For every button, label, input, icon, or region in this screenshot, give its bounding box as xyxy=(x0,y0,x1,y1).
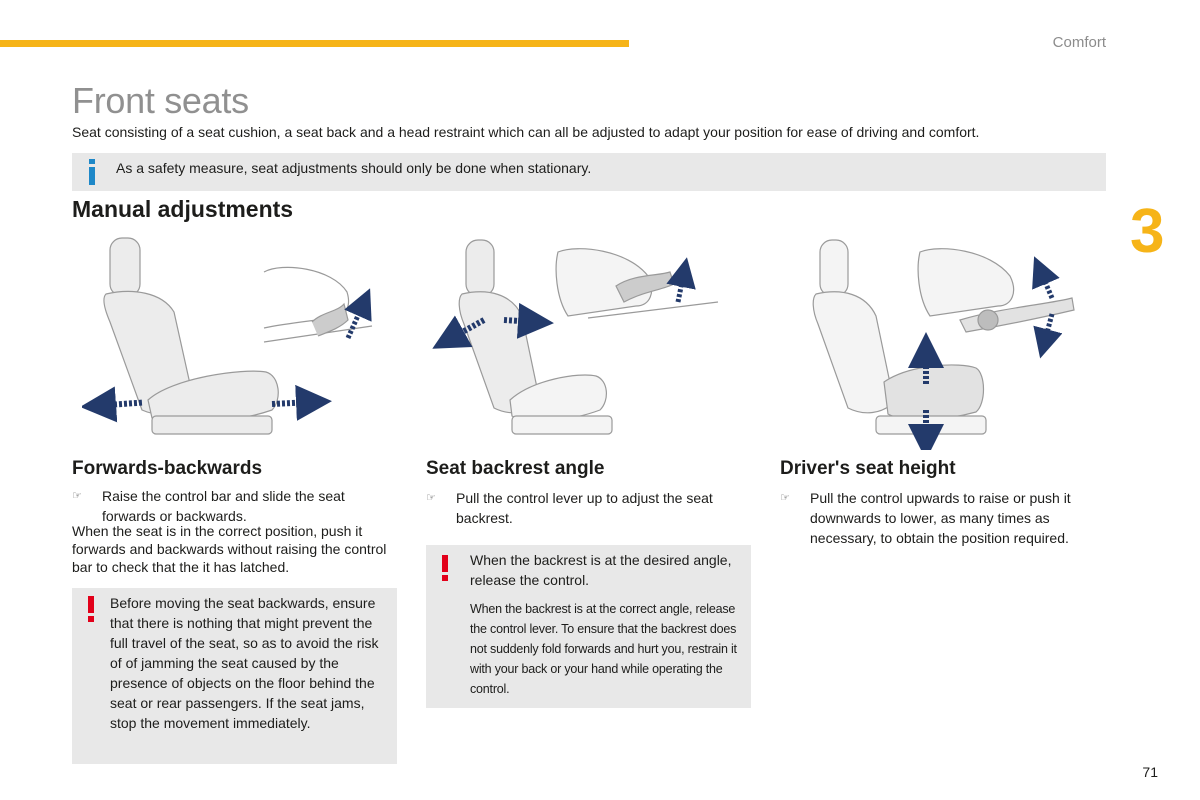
section-label: Comfort xyxy=(1052,34,1106,51)
intro-text: Seat consisting of a seat cushion, a seat back and a head restraint which can all be adjusted to adapt your position for ease of driving and comfort. xyxy=(72,124,980,140)
seat-height-heading: Driver's seat height xyxy=(780,458,956,479)
info-text: As a safety measure, seat adjustments should only be done when stationary. xyxy=(116,160,592,176)
backrest-angle-warning: When the backrest is at the desired angle, release the control. When the backrest is at the correct angle, release the control lever. To ensure that the backrest does not suddenly fold forwards and hurt you, restrain it with your back or your hand while operating the control. xyxy=(426,545,751,708)
move-backwards-arrow xyxy=(98,403,142,406)
chapter-number: 3 xyxy=(1130,197,1165,266)
page-number: 71 xyxy=(1142,764,1158,780)
control-down-arrow xyxy=(1044,314,1052,344)
header-accent-bar xyxy=(0,40,629,47)
seat-backrest-angle-illustration xyxy=(428,232,728,450)
info-notice xyxy=(72,153,1106,191)
hand-pointer-icon: ☞ xyxy=(780,492,790,504)
info-icon xyxy=(86,159,98,185)
forwards-backwards-instruction: ☞ Raise the control bar and slide the seat forwards or backwards. xyxy=(72,488,345,524)
move-forwards-arrow xyxy=(272,402,314,404)
seat-height-illustration xyxy=(790,232,1090,450)
seat-forwards-backwards-illustration xyxy=(82,232,382,450)
lever-up-arrow xyxy=(678,272,684,302)
forwards-backwards-warning: Before moving the seat backwards, ensure that there is nothing that might prevent the full travel of the seat, so as to avoid the risk of of jamming the seat caused by the presence of objects on the floor behind the seat or rear passengers. If the seat jams, stop the movement immediately. xyxy=(72,588,397,764)
backrest-angle-heading: Seat backrest angle xyxy=(426,458,605,479)
raise-bar-arrow xyxy=(348,302,364,338)
warning-icon xyxy=(440,555,450,581)
hand-pointer-icon: ☞ xyxy=(426,492,436,504)
forwards-backwards-note: When the seat is in the correct position, push it forwards and backwards without raising the control bar to check that the it has latched. xyxy=(72,523,387,575)
seat-height-instruction: ☞ Pull the control upwards to raise or push it downwards to lower, as many times as necessary, to obtain the position required. xyxy=(780,490,1071,546)
backrest-angle-instruction: ☞ Pull the control lever up to adjust the seat backrest. xyxy=(426,490,713,526)
control-up-arrow xyxy=(1040,270,1052,298)
section-subtitle: Manual adjustments xyxy=(72,196,294,222)
page-title: Front seats xyxy=(72,80,249,121)
forwards-backwards-heading: Forwards-backwards xyxy=(72,458,263,479)
warning-icon xyxy=(86,596,96,622)
hand-pointer-icon: ☞ xyxy=(72,490,82,502)
